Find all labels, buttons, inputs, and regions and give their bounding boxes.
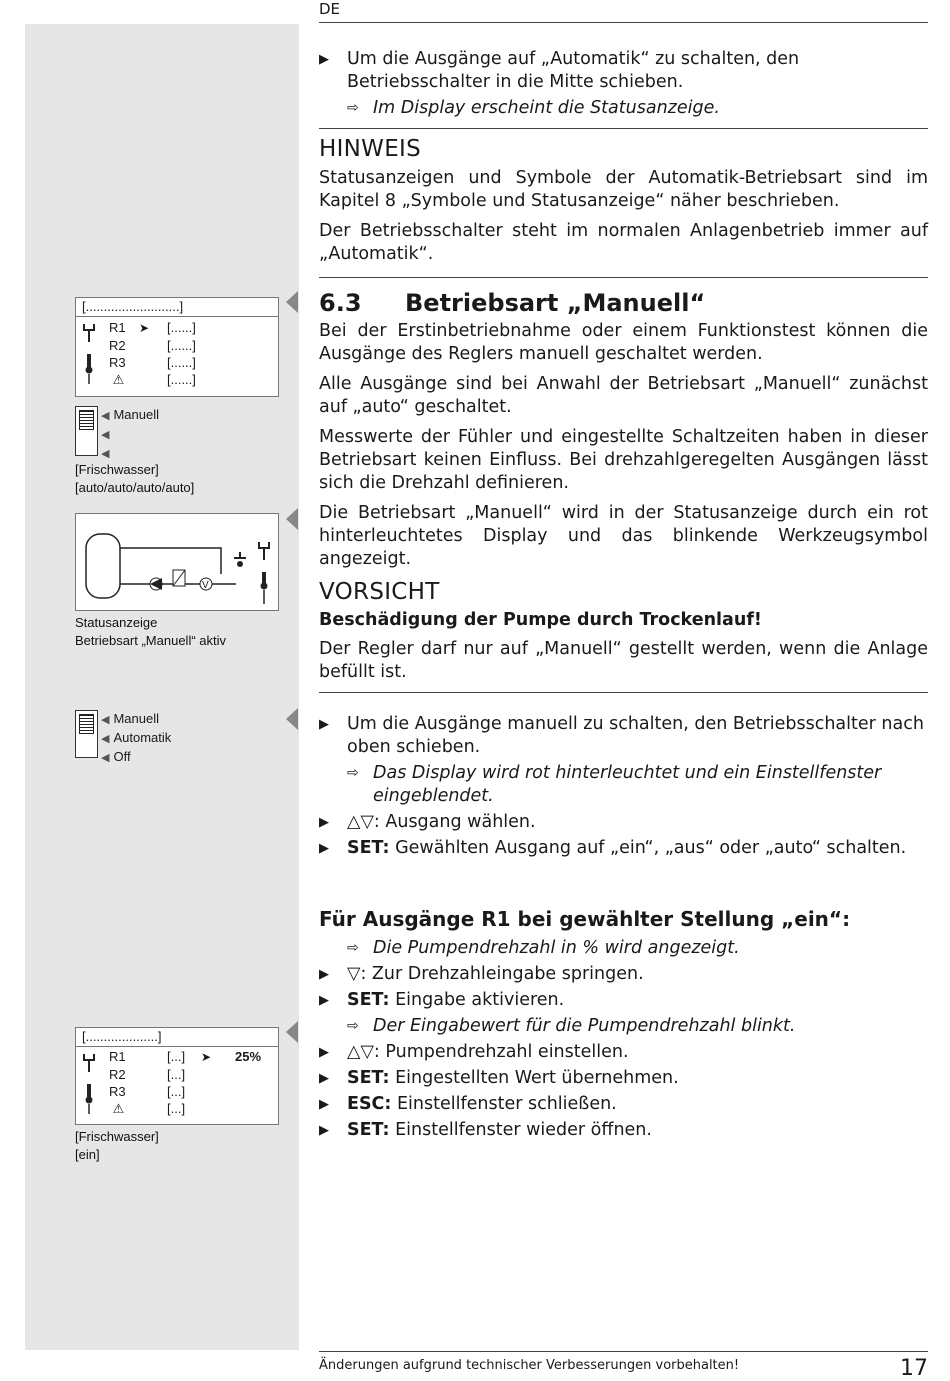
instruction-result: ⇨ Der Eingabewert für die Pumpendrehzahl blinkt. — [347, 1016, 796, 1036]
section-rule — [319, 128, 928, 129]
instruction-step: ▶ ▽: Zur Drehzahleingabe springen. — [319, 963, 928, 986]
paragraph: Alle Ausgänge sind bei Anwahl der Betriebsart „Manuell“ zunächst auf „auto“ geschaltet. — [319, 374, 928, 417]
caution-title: VORSICHT — [319, 579, 440, 605]
up-down-triangle-icon: △▽ — [347, 1042, 374, 1062]
switch-labels: ◀ Manuell ◀ Automatik ◀ Off — [101, 711, 172, 764]
result-arrow-icon: ⇨ — [347, 940, 359, 956]
note-text: Statusanzeigen und Symbole der Automatik-Betriebsart sind im Kapitel 8 „Symbole und Statusanzeige“ näher beschrieben. — [319, 168, 928, 211]
wrench-thermometer-icon — [82, 1054, 96, 1116]
section-heading: 6.3 Betriebsart „Manuell“ — [319, 289, 706, 317]
note-text: Der Betriebsschalter steht im normalen Anlagenbetrieb immer auf „Automatik“. — [319, 221, 928, 264]
instruction-step: ▶ SET: Einstellfenster wieder öffnen. — [319, 1119, 928, 1142]
caption: [Frischwasser] [auto/auto/auto/auto] — [75, 462, 195, 495]
instruction-step: ▶ △▽: Pumpendrehzahl einstellen. — [319, 1041, 928, 1064]
wrench-thermometer-icon — [82, 324, 96, 386]
caution-heading: Beschädigung der Pumpe durch Trockenlauf! — [319, 610, 762, 630]
instruction-step: ▶ Um die Ausgänge manuell zu schalten, den Betriebsschalter nach oben schieben. — [319, 713, 928, 759]
sidebar-panel — [25, 24, 299, 1350]
instruction-result: ⇨ Im Display erscheint die Statusanzeige. — [347, 98, 720, 118]
caution-text: Der Regler darf nur auf „Manuell“ gestellt werden, wenn die Anlage befüllt ist. — [319, 639, 928, 682]
result-arrow-icon: ⇨ — [347, 100, 359, 116]
instruction-result: ⇨ Die Pumpendrehzahl in % wird angezeigt. — [347, 938, 740, 958]
pointer-triangle-icon — [286, 508, 298, 530]
pointer-triangle-icon — [286, 291, 298, 313]
system-diagram — [75, 513, 279, 611]
instruction-step: ▶ ESC: Einstellfenster schließen. — [319, 1093, 928, 1116]
output-value: [......] — [167, 355, 196, 370]
speed-percent: 25% — [235, 1049, 262, 1064]
warning-icon: ⚠ — [109, 1101, 125, 1116]
result-arrow-icon: ⇨ — [347, 1018, 359, 1034]
output-value: [......] — [167, 372, 196, 387]
mode-switch — [75, 710, 98, 758]
svg-text:V: V — [202, 580, 209, 591]
section-rule — [319, 277, 928, 278]
paragraph: Messwerte der Fühler und eingestellte Schaltzeiten haben in dieser Betriebsart keinen Einfluss. Bei drehzahlgeregelten Ausgängen lässt sich die Drehzahl definieren. — [319, 427, 928, 493]
switch-knob — [79, 714, 94, 734]
down-triangle-icon: ▽ — [347, 964, 361, 984]
switch-label-manuell: Manuell — [113, 407, 159, 422]
page-number: 17 — [900, 1356, 928, 1381]
switch-knob — [79, 410, 94, 430]
subsection-heading: Für Ausgänge R1 bei gewählter Stellung „ein“: — [319, 907, 851, 931]
display-title: [..........................] — [82, 299, 184, 314]
section-6-3 — [319, 289, 928, 684]
instruction-step: ▶ △▽: Ausgang wählen. — [319, 811, 928, 834]
output-label: R2 — [109, 338, 126, 353]
note-block — [319, 138, 928, 266]
output-label: R1 — [109, 320, 126, 335]
instruction-block-3 — [319, 908, 928, 1142]
instruction-block-1 — [319, 48, 928, 120]
footer-note: Änderungen aufgrund technischer Verbesserungen vorbehalten! — [319, 1358, 740, 1373]
output-value: [......] — [167, 320, 196, 335]
up-down-triangle-icon: △▽ — [347, 812, 374, 832]
instruction-step: ▶ SET: Eingestellten Wert übernehmen. — [319, 1067, 928, 1090]
note-title: HINWEIS — [319, 136, 422, 162]
result-arrow-icon: ⇨ — [347, 765, 359, 781]
pointer-triangle-icon — [286, 1021, 298, 1043]
header-rule — [319, 22, 928, 23]
controller-display-status: [..........................] R1 ➤ [......] R2 [......] R3 [......] ⚠ [......] — [75, 297, 279, 397]
display-title: [....................] — [82, 1029, 162, 1044]
language-code: DE — [319, 0, 341, 18]
instruction-step: ▶ Um die Ausgänge auf „Automatik“ zu schalten, den Betriebsschalter in die Mitte schieben. — [319, 48, 928, 94]
pointer-triangle-icon — [286, 708, 298, 730]
switch-labels: ◀ Manuell ◀ ◀ — [101, 407, 159, 460]
caption: [Frischwasser] [ein] — [75, 1129, 159, 1162]
warning-icon: ⚠ — [109, 372, 125, 387]
caption: Statusanzeige Betriebsart „Manuell“ aktiv — [75, 615, 226, 648]
section-rule — [319, 692, 928, 693]
mode-switch — [75, 406, 98, 456]
instruction-step: ▶ SET: Eingabe aktivieren. — [319, 989, 928, 1012]
paragraph: Bei der Erstinbetriebnahme oder einem Funktionstest können die Ausgänge des Reglers manuell geschaltet werden. — [319, 321, 928, 364]
output-value: [......] — [167, 338, 196, 353]
footer-rule — [319, 1351, 928, 1352]
instruction-block-2 — [319, 713, 928, 860]
output-label: R3 — [109, 355, 126, 370]
instruction-step: ▶ SET: Gewählten Ausgang auf „ein“, „aus“ oder „auto“ schalten. — [319, 837, 928, 860]
paragraph: Die Betriebsart „Manuell“ wird in der Statusanzeige durch ein rot hinterleuchtetes Display und das blinkende Werkzeugsymbol angezeigt. — [319, 503, 928, 569]
controller-display-settings: [....................] R1 [...] ➤ 25% R2 [...] R3 [...] ⚠ [...] — [75, 1027, 279, 1125]
instruction-result: ⇨ Das Display wird rot hinterleuchtet und ein Einstellfenster eingeblendet. — [347, 763, 882, 806]
